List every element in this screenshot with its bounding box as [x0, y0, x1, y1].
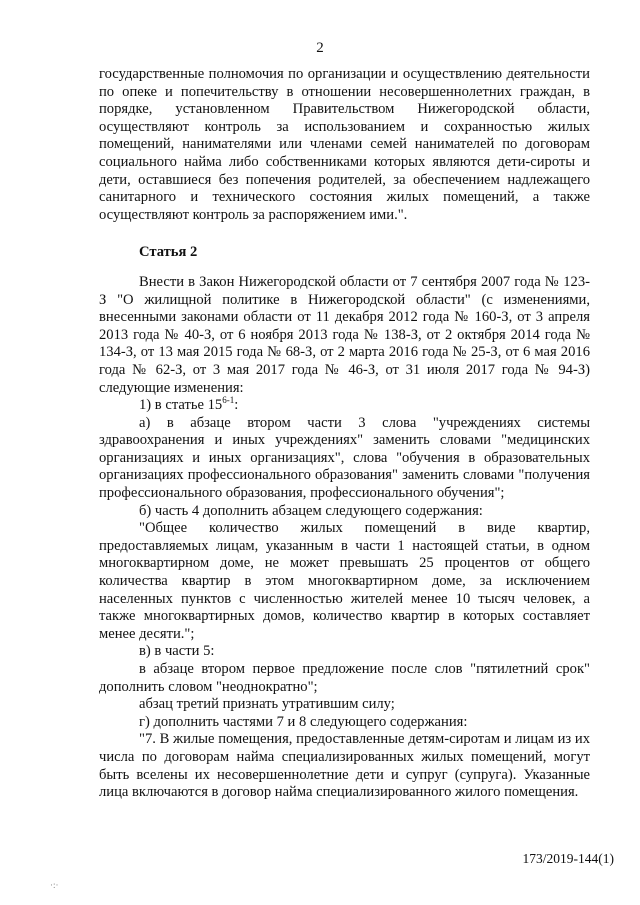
article-heading: Статья 2 — [139, 244, 198, 261]
paragraph-subitem-a: а) в абзаце втором части 3 слова "учреждениях системы здравоохранения и иных учреждениях" заменить словами "медицинских организациях и иных организациях", слова "обучения в образовательных организациях профессионального образования" заменить словами "получения профессионального образования, профессионального обучения"; — [99, 414, 590, 502]
page-number: 2 — [316, 40, 324, 56]
document-body — [99, 66, 590, 802]
paragraph-quote-part4: "Общее количество жилых помещений в виде квартир, предоставляемых лицам, указанным в части 1 настоящей статьи, в одном многоквартирном доме, не может превышать 25 процентов от общего количества квартир в этом многоквартирном доме, за исключением населенных пунктов с численностью жителей менее 10 тысяч человек, а также многоквартирных домов, количество квартир в которых составляет менее десяти."; — [99, 520, 590, 642]
paragraph-part5-abzac3: абзац третий признать утратившим силу; — [139, 696, 395, 713]
paragraph-quote-part7: "7. В жилые помещения, предоставленные детям-сиротам и лицам из их числа по договорам найма специализированных жилых помещений, могут быть вселены их несовершеннолетние дети и супруг (супруга). Указанные лица включаются в договор найма специализированного жилого помещения. — [99, 731, 590, 801]
paragraph-article-intro: Внести в Закон Нижегородской области от 7 сентября 2007 года № 123-З "О жилищной политике в Нижегородской области" (с изменениями, внесенными законами области от 11 декабря 2012 года № 160-З, от 3 апреля 2013 года № 40-З, от 6 ноября 2013 года № 138-З, от 2 октября 2014 года № 134-З, от 13 мая 2015 года № 68-З, от 2 марта 2016 года № 25-З, от 6 мая 2016 года № 62-З, от 3 мая 2017 года № 46-З, от 31 июля 2017 года № 94-З) следующие изменения: — [99, 273, 590, 396]
scan-speck: ·:· — [50, 880, 59, 890]
paragraph-part5-abzac2: в абзаце втором первое предложение после слов "пятилетний срок" дополнить словом "неоднократно"; — [99, 661, 590, 695]
item-1-superscript: 6-1 — [222, 395, 235, 406]
item-1-suffix: : — [234, 397, 239, 414]
document-code: 173/2019-144(1) — [522, 851, 614, 866]
paragraph-item-1 — [99, 397, 590, 415]
paragraph-subitem-b: б) часть 4 дополнить абзацем следующего содержания: — [139, 502, 483, 519]
paragraph-subitem-v: в) в части 5: — [139, 643, 215, 660]
paragraph-subitem-g: г) дополнить частями 7 и 8 следующего содержания: — [139, 713, 468, 730]
item-1-text: 1) в статье 15 — [139, 397, 223, 414]
paragraph-continuation: государственные полномочия по организации и осуществлению деятельности по опеке и попечительству в отношении несовершеннолетних граждан, в порядке, установленном Правительством Нижегородской области, осуществляют контроль за использованием и сохранностью жилых помещений, нанимателями или членами семей нанимателей по договорам социального найма либо собственниками которых являются дети-сироты и дети, оставшиеся без попечения родителей, за обеспечением надлежащего санитарного и технического состояния жилых помещений, а также осуществляют контроль за распоряжением ими.". — [99, 66, 590, 223]
